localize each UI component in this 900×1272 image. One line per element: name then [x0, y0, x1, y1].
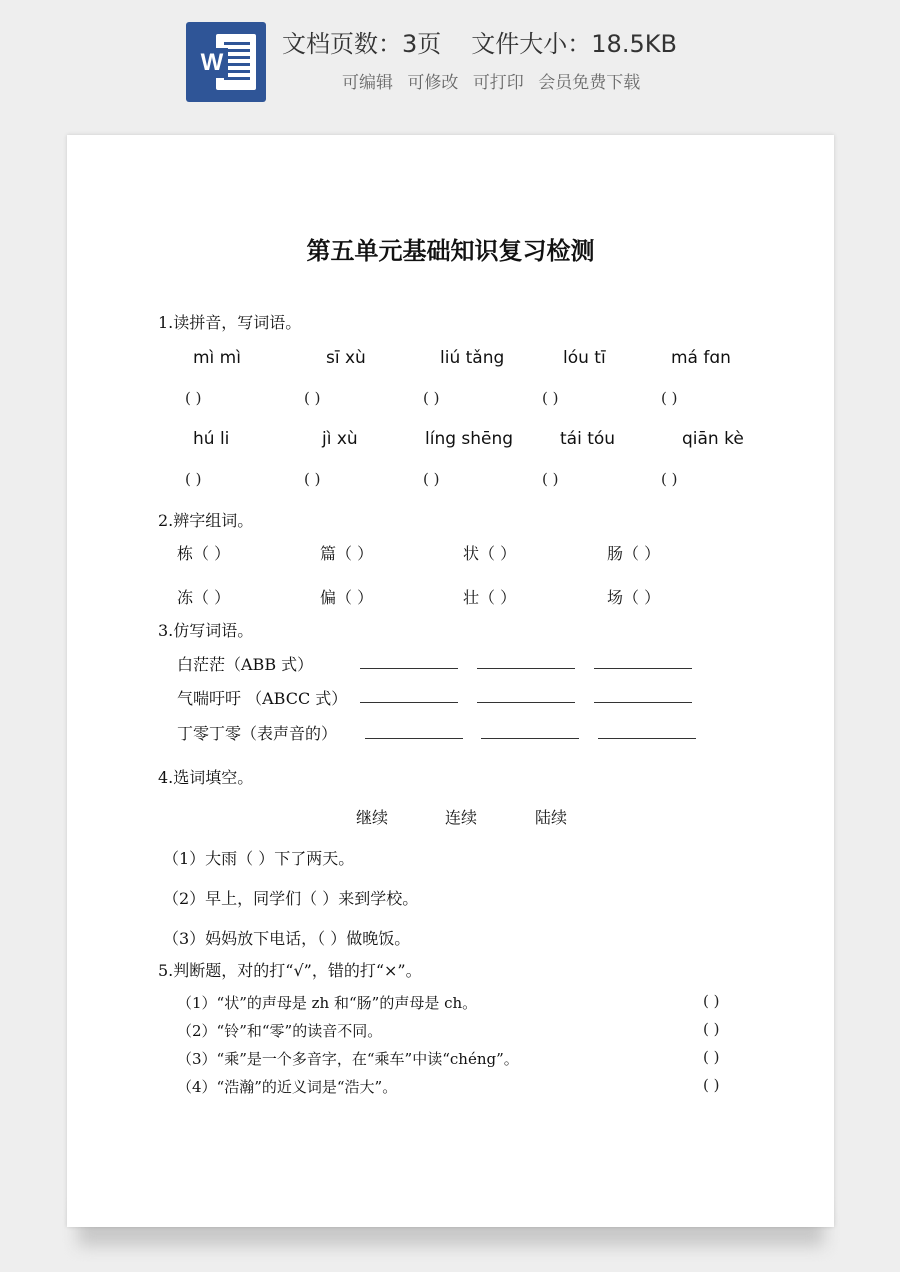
- word-group-item: 壮（ ）: [463, 588, 517, 607]
- feature-list: [342, 68, 649, 93]
- fill-line: [360, 702, 458, 703]
- fill-line: [477, 702, 575, 703]
- q4-heading: 4.选词填空。: [158, 768, 254, 787]
- fill-line: [365, 738, 463, 739]
- pinyin-item: tái tóu: [560, 429, 616, 449]
- feature-editable: 可编辑: [342, 73, 393, 93]
- judge-item: （4）“浩瀚”的近义词是“浩大”。: [177, 1078, 398, 1096]
- choice-word: 继续: [356, 808, 389, 827]
- fill-line: [360, 668, 458, 669]
- judge-box: ( ): [703, 1020, 720, 1038]
- answer-blank: ( ): [423, 470, 440, 488]
- pinyin-item: jì xù: [322, 429, 358, 449]
- judge-box: ( ): [703, 992, 720, 1010]
- word-group-item: 状（ ）: [463, 544, 517, 563]
- pinyin-item: qiān kè: [682, 429, 744, 449]
- word-group-item: 偏（ ）: [320, 588, 374, 607]
- word-group-item: 场（ ）: [607, 588, 661, 607]
- answer-blank: ( ): [304, 389, 321, 407]
- fill-sentence: （3）妈妈放下电话，（ ）做晚饭。: [163, 929, 411, 948]
- answer-blank: ( ): [542, 389, 559, 407]
- fill-line: [594, 668, 692, 669]
- file-size: 文件大小：18.5KB: [471, 30, 677, 58]
- word-group-item: 冻（ ）: [177, 588, 231, 607]
- imitate-item: 丁零丁零（表声音的）: [177, 724, 338, 743]
- fill-line: [477, 668, 575, 669]
- word-group-item: 篇（ ）: [320, 544, 374, 563]
- answer-blank: ( ): [185, 389, 202, 407]
- judge-item: （3）“乘”是一个多音字，在“乘车”中读“chéng”。: [177, 1050, 519, 1068]
- q5-heading: 5.判断题，对的打“√”，错的打“×”。: [158, 961, 422, 980]
- q3-heading: 3.仿写词语。: [158, 621, 254, 640]
- word-group-item: 肠（ ）: [607, 544, 661, 563]
- pinyin-item: líng shēng: [425, 429, 514, 449]
- pinyin-item: má fɑn: [671, 348, 731, 368]
- answer-blank: ( ): [304, 470, 321, 488]
- fill-sentence: （1）大雨（ ）下了两天。: [163, 849, 355, 868]
- document-page: [67, 135, 834, 1227]
- pinyin-item: hú li: [193, 429, 230, 449]
- feature-modifiable: 可修改: [407, 73, 459, 93]
- answer-blank: ( ): [542, 470, 559, 488]
- page-title: 第五单元基础知识复习检测: [306, 236, 595, 265]
- w-letter-icon: W: [196, 48, 228, 78]
- fill-sentence: （2）早上，同学们（ ）来到学校。: [163, 889, 419, 908]
- judge-box: ( ): [703, 1076, 720, 1094]
- pinyin-item: mì mì: [193, 348, 241, 368]
- pinyin-item: liú tǎng: [440, 348, 505, 368]
- word-group-item: 栋（ ）: [177, 544, 231, 563]
- feature-printable: 可打印: [472, 73, 524, 93]
- header-info: [282, 24, 677, 59]
- pinyin-item: sī xù: [326, 348, 366, 368]
- choice-word: 陆续: [535, 808, 568, 827]
- answer-blank: ( ): [423, 389, 440, 407]
- judge-item: （1）“状”的声母是 zh 和“肠”的声母是 ch。: [177, 994, 478, 1012]
- q2-heading: 2.辨字组词。: [158, 511, 254, 530]
- page-count: 文档页数：3页: [282, 30, 442, 58]
- feature-member-download: 会员免费下载: [538, 73, 641, 93]
- imitate-item: 白茫茫（ABB 式）: [177, 655, 314, 674]
- answer-blank: ( ): [661, 389, 678, 407]
- choice-word: 连续: [445, 808, 478, 827]
- judge-item: （2）“铃”和“零”的读音不同。: [177, 1022, 383, 1040]
- word-doc-icon: [186, 22, 266, 102]
- fill-line: [481, 738, 579, 739]
- imitate-item: 气喘吁吁 （ABCC 式）: [177, 689, 348, 708]
- judge-box: ( ): [703, 1048, 720, 1066]
- answer-blank: ( ): [185, 470, 202, 488]
- pinyin-item: lóu tī: [563, 348, 606, 368]
- answer-blank: ( ): [661, 470, 678, 488]
- fill-line: [598, 738, 696, 739]
- q1-heading: 1.读拼音，写词语。: [158, 313, 302, 332]
- fill-line: [594, 702, 692, 703]
